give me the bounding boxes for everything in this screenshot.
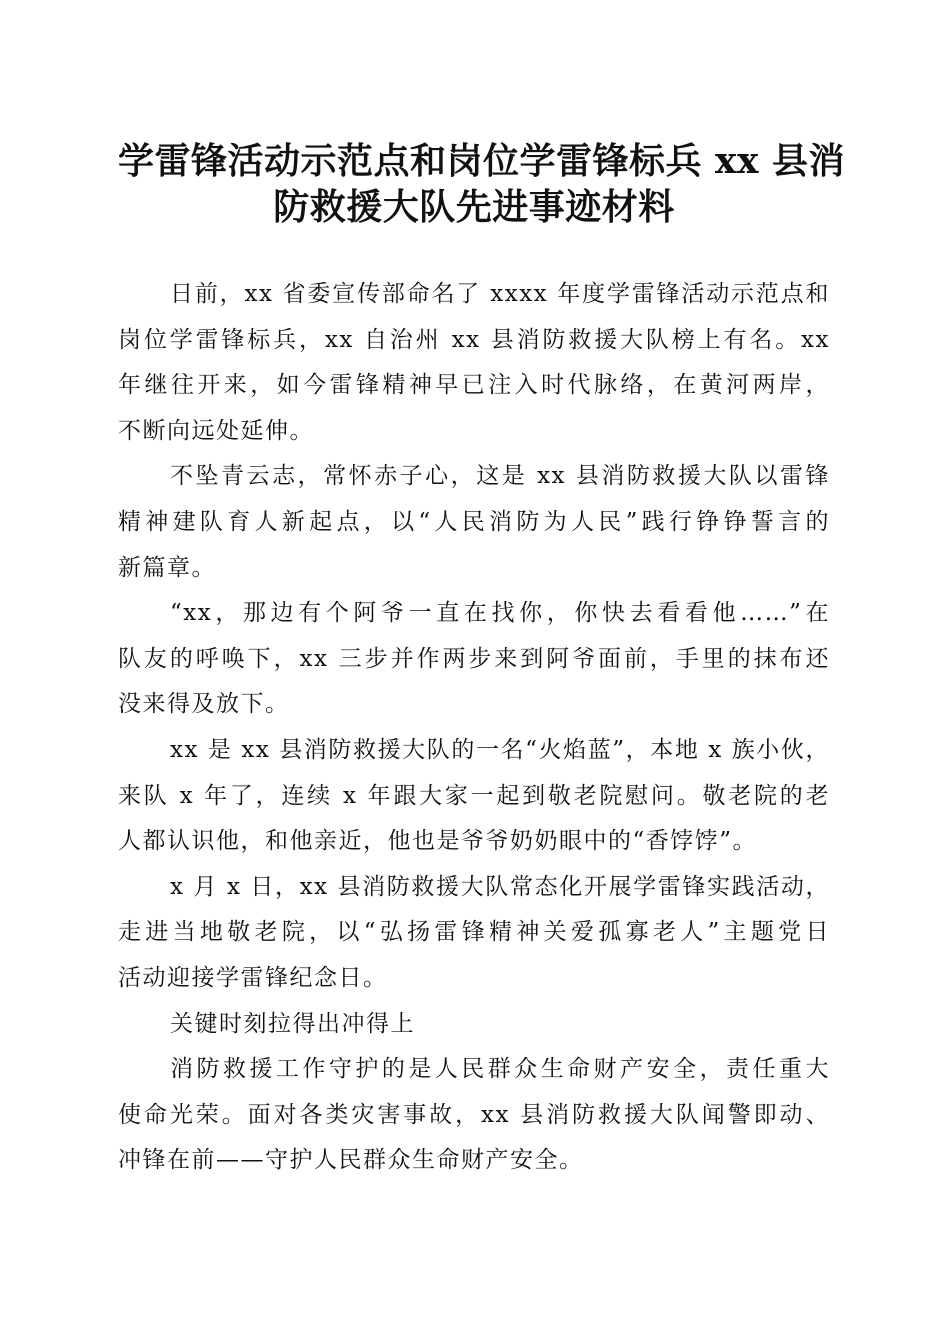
paragraph-line: 没来得及放下。 xyxy=(118,691,290,718)
paragraph-line: 人都认识他，和他亲近，他也是爷爷奶奶眼中的“香饽饽”。 xyxy=(118,828,758,855)
paragraph-3 xyxy=(118,591,830,728)
document-body xyxy=(118,272,830,1184)
document-title xyxy=(118,138,845,230)
paragraph-5 xyxy=(118,865,830,1002)
paragraph-line: 走进当地敬老院，以“弘扬雷锋精神关爱孤寡老人”主题党日 xyxy=(118,919,830,946)
paragraph-line: 不断向远处延伸。 xyxy=(118,417,314,444)
paragraph-line: 岗位学雷锋标兵，xx 自治州 xx 县消防救援大队榜上有名。xx xyxy=(118,326,830,353)
paragraph-line: 来队 x 年了，连续 x 年跟大家一起到敬老院慰问。敬老院的老 xyxy=(118,782,830,809)
paragraph-line: 活动迎接学雷锋纪念日。 xyxy=(118,964,388,991)
paragraph-line: 新篇章。 xyxy=(118,554,216,581)
paragraph-line: 队友的呼唤下，xx 三步并作两步来到阿爷面前，手里的抹布还 xyxy=(118,645,830,672)
paragraph-line: x 月 x 日，xx 县消防救援大队常态化开展学雷锋实践活动， xyxy=(170,873,830,900)
paragraph-line: xx 是 xx 县消防救援大队的一名“火焰蓝”，本地 x 族小伙， xyxy=(170,736,830,763)
paragraph-1 xyxy=(118,272,830,454)
section-heading: 关键时刻拉得出冲得上 xyxy=(170,1010,415,1037)
paragraph-line: 日前，xx 省委宣传部命名了 xxxx 年度学雷锋活动示范点和 xyxy=(170,281,830,307)
paragraph-line: 消防救援工作守护的是人民群众生命财产安全，责任重大 xyxy=(170,1056,830,1083)
paragraph-line: 不坠青云志，常怀赤子心，这是 xx 县消防救援大队以雷锋 xyxy=(170,463,830,490)
paragraph-line: “xx，那边有个阿爷一直在找你，你快去看看他……”在 xyxy=(170,600,830,627)
paragraph-line: 年继往开来，如今雷锋精神早已注入时代脉络，在黄河两岸， xyxy=(118,372,830,399)
paragraph-line: 精神建队育人新起点，以“人民消防为人民”践行铮铮誓言的 xyxy=(118,508,830,535)
paragraph-line: 冲锋在前——守护人民群众生命财产安全。 xyxy=(118,1147,584,1174)
paragraph-line: 使命光荣。面对各类灾害事故，xx 县消防救援大队闻警即动、 xyxy=(118,1101,830,1128)
paragraph-4 xyxy=(118,728,830,865)
title-line-2: 防救援大队先进事迹材料 xyxy=(273,186,675,228)
title-line-1: 学雷锋活动示范点和岗位学雷锋标兵 xx 县消 xyxy=(118,140,845,182)
paragraph-2 xyxy=(118,454,830,591)
paragraph-6 xyxy=(118,1047,830,1184)
